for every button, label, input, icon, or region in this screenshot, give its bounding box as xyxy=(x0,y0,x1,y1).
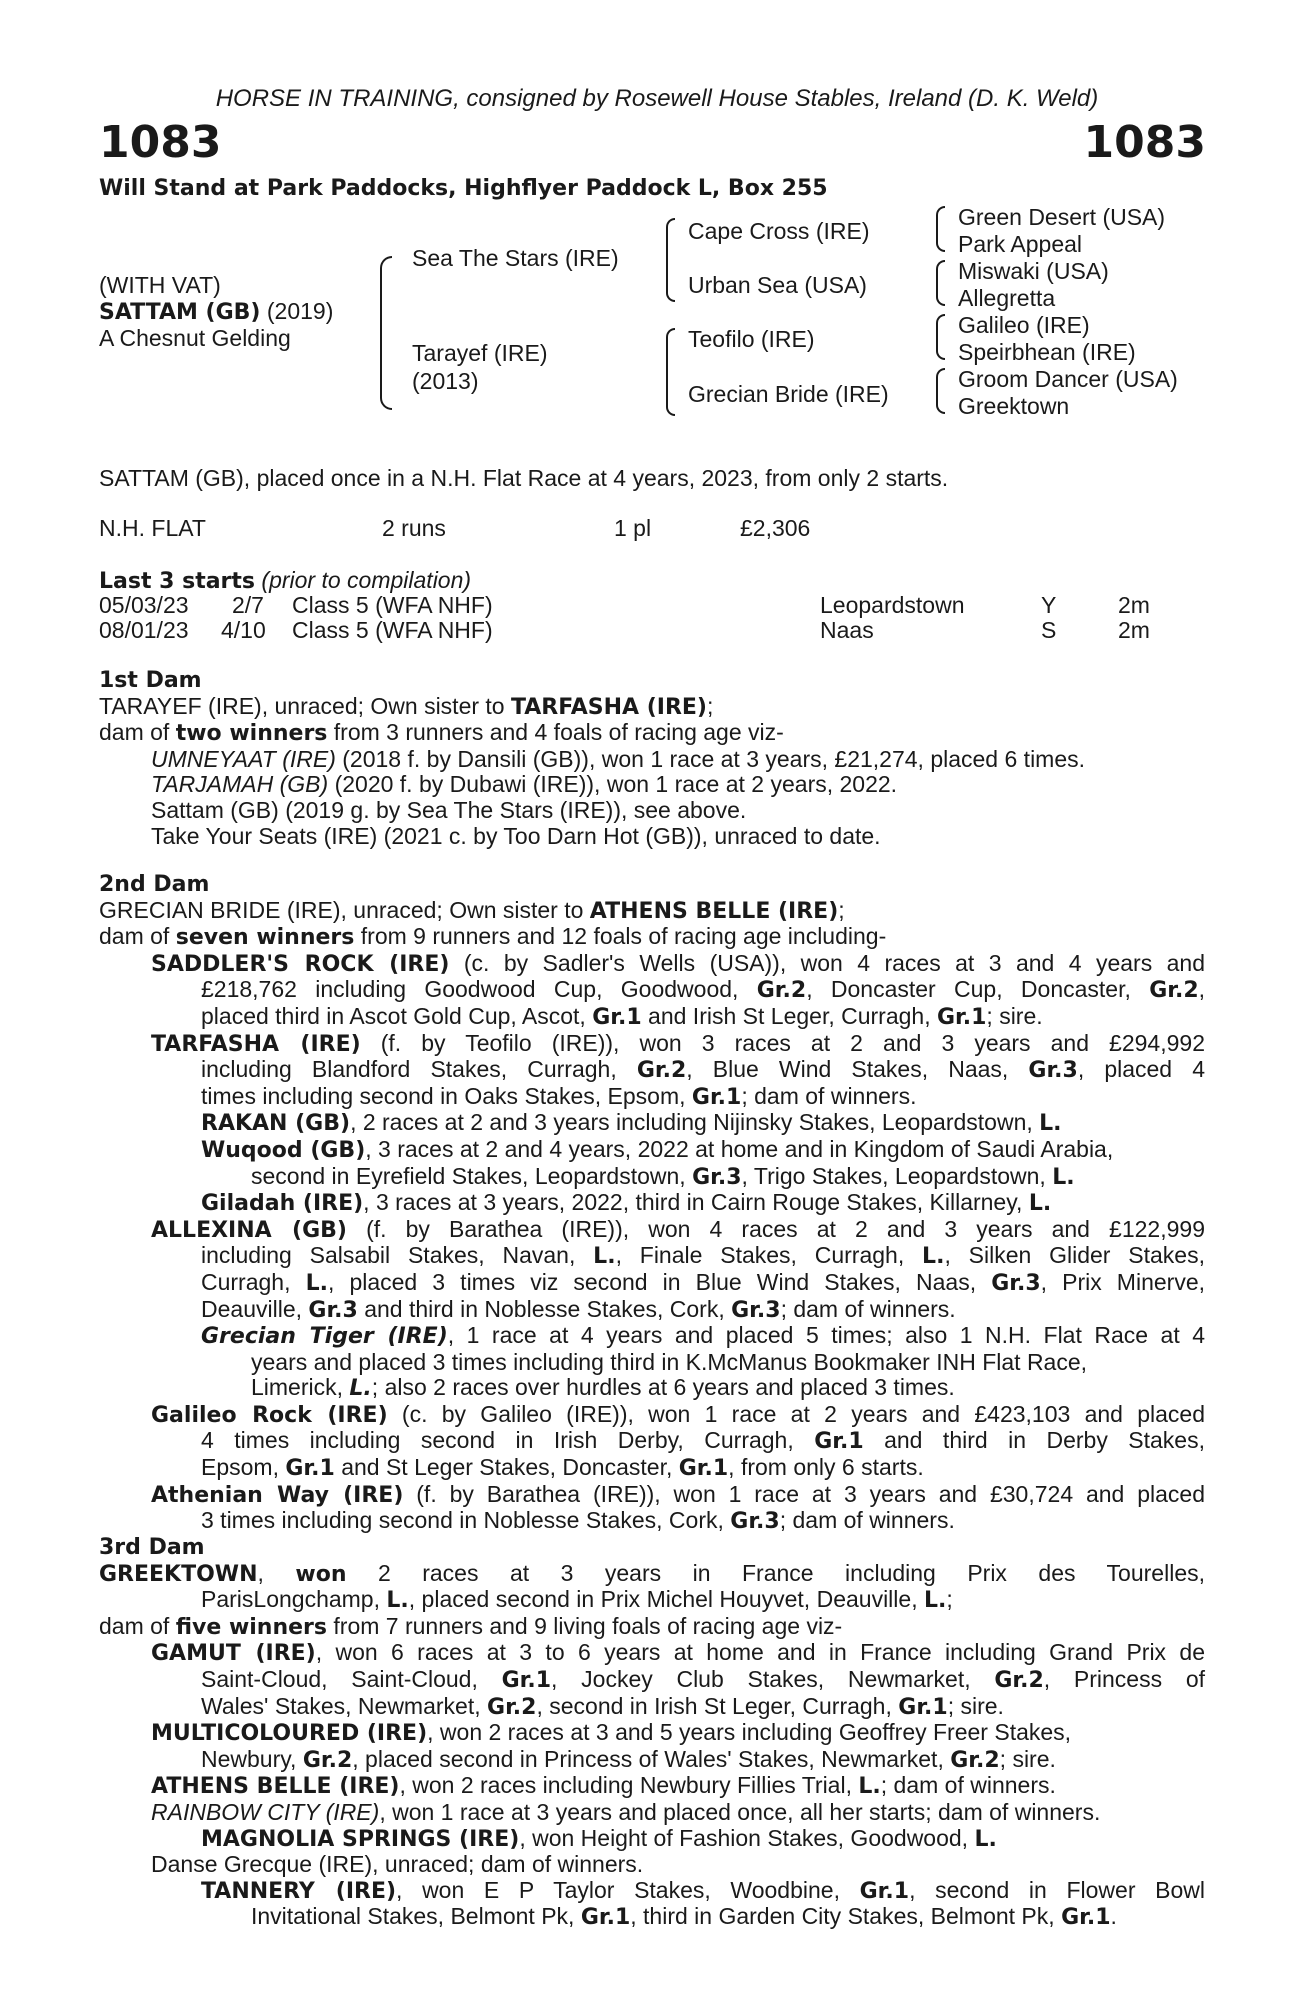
pedigree-g4: Allegretta xyxy=(958,285,1056,311)
progeny-line: TARFASHA (IRE) (f. by Teofilo (IRE)), won 3 races at 2 and 3 years and £294,992 xyxy=(151,1029,1205,1057)
pedigree-brace-main xyxy=(380,256,392,410)
progeny-line: placed third in Ascot Gold Cup, Ascot, Gr.1 and Irish St Leger, Curragh, Gr.1; sire. xyxy=(201,1002,1043,1030)
pedigree-brace-g2 xyxy=(936,260,945,306)
start-course: Naas xyxy=(820,617,874,643)
pedigree-dam-year: (2013) xyxy=(412,368,479,394)
progeny-line: second in Eyrefield Stakes, Leopardstown, Gr.3, Trigo Stakes, Leopardstown, L. xyxy=(251,1162,1075,1190)
second-dam-section xyxy=(99,872,1205,1535)
pedigree-brace-dam xyxy=(666,328,675,416)
start-class: Class 5 (WFA NHF) xyxy=(292,617,493,643)
pedigree-g7: Groom Dancer (USA) xyxy=(958,366,1178,392)
lot-number-left: 1083 xyxy=(99,117,222,168)
progeny-line: Newbury, Gr.2, placed second in Princess of Wales' Stakes, Newmarket, Gr.2; sire. xyxy=(201,1745,1056,1773)
progeny-line: Take Your Seats (IRE) (2021 c. by Too Darn Hot (GB)), unraced to date. xyxy=(151,822,881,849)
progeny-line: GAMUT (IRE), won 6 races at 3 to 6 years at home and in France including Grand Prix de xyxy=(151,1639,1205,1667)
pedigree-g8: Greektown xyxy=(958,393,1070,419)
lot-number-right: 1083 xyxy=(1083,117,1206,168)
horse-year: (2019) xyxy=(260,298,334,324)
progeny-line: ATHENS BELLE (IRE), won 2 races including Newbury Fillies Trial, L.; dam of winners. xyxy=(151,1772,1056,1800)
vat-note: (WITH VAT) xyxy=(99,272,221,298)
start-going: Y xyxy=(1041,592,1057,618)
pedigree-dam-dam: Grecian Bride (IRE) xyxy=(688,381,889,407)
progeny-line: Athenian Way (IRE) (f. by Barathea (IRE)), won 1 race at 3 years and £30,724 and placed xyxy=(151,1480,1205,1508)
start-distance: 2m xyxy=(1118,592,1150,618)
pedigree-brace-g1 xyxy=(936,206,945,252)
consignment-line: HORSE IN TRAINING, consigned by Rosewell House Stables, Ireland (D. K. Weld) xyxy=(215,85,1099,112)
first-dam-line: TARAYEF (IRE), unraced; Own sister to TARFASHA (IRE); xyxy=(99,692,714,720)
last-starts-note: (prior to compilation) xyxy=(255,567,472,593)
progeny-line: Deauville, Gr.3 and third in Noblesse Stakes, Cork, Gr.3; dam of winners. xyxy=(201,1295,956,1323)
pedigree-sire: Sea The Stars (IRE) xyxy=(412,245,619,271)
progeny-line: including Salsabil Stakes, Navan, L., Finale Stakes, Curragh, L., Silken Glider Stakes, xyxy=(201,1242,1205,1270)
first-dam-section xyxy=(99,668,1205,849)
second-dam-heading: 2nd Dam xyxy=(99,872,210,897)
progeny-line: Galileo Rock (IRE) (c. by Galileo (IRE)), won 1 race at 2 years and £423,103 and placed xyxy=(151,1400,1205,1428)
record-type: N.H. FLAT xyxy=(99,515,206,541)
start-course: Leopardstown xyxy=(820,592,965,618)
progeny-line: TANNERY (IRE), won E P Taylor Stakes, Woodbine, Gr.1, second in Flower Bowl xyxy=(201,1876,1205,1904)
pedigree-g6: Speirbhean (IRE) xyxy=(958,339,1136,365)
progeny-line: Danse Grecque (IRE), unraced; dam of winners. xyxy=(151,1851,644,1878)
progeny-line: Epsom, Gr.1 and St Leger Stakes, Doncaster, Gr.1, from only 6 starts. xyxy=(201,1454,924,1482)
progeny-line: Invitational Stakes, Belmont Pk, Gr.1, third in Garden City Stakes, Belmont Pk, Gr.1. xyxy=(251,1903,1117,1931)
pedigree-sire-dam: Urban Sea (USA) xyxy=(688,272,867,298)
progeny-line: Curragh, L., placed 3 times viz second in Blue Wind Stakes, Naas, Gr.3, Prix Minerve, xyxy=(201,1268,1206,1296)
first-dam-heading: 1st Dam xyxy=(99,668,202,693)
pedigree-brace-sire xyxy=(666,218,675,302)
record-earnings: £2,306 xyxy=(740,515,811,541)
progeny-line: years and placed 3 times including third in K.McManus Bookmaker INH Flat Race, xyxy=(251,1348,1088,1375)
progeny-line: MULTICOLOURED (IRE), won 2 races at 3 and 5 years including Geoffrey Freer Stakes, xyxy=(151,1719,1072,1747)
start-class: Class 5 (WFA NHF) xyxy=(292,592,493,618)
horse-name: SATTAM (GB) xyxy=(99,300,261,325)
progeny-line: Giladah (IRE), 3 races at 3 years, 2022, third in Cairn Rouge Stakes, Killarney, L. xyxy=(201,1189,1052,1217)
progeny-line: SADDLER'S ROCK (IRE) (c. by Sadler's Wells (USA)), won 4 races at 3 and 4 years and xyxy=(151,949,1206,977)
third-dam-heading: 3rd Dam xyxy=(99,1535,205,1560)
last-starts-heading xyxy=(99,568,471,594)
progeny-line: Wuqood (GB), 3 races at 2 and 4 years, 2022 at home and in Kingdom of Saudi Arabia, xyxy=(201,1135,1114,1163)
third-dam-section xyxy=(99,1535,1205,1931)
horse-name-line xyxy=(99,299,333,325)
progeny-line: ALLEXINA (GB) (f. by Barathea (IRE)), won 4 races at 2 and 3 years and £122,999 xyxy=(151,1215,1205,1243)
pedigree-dam: Tarayef (IRE) xyxy=(412,340,548,366)
progeny-line: times including second in Oaks Stakes, Epsom, Gr.1; dam of winners. xyxy=(201,1082,917,1110)
progeny-line: Wales' Stakes, Newmarket, Gr.2, second in Irish St Leger, Curragh, Gr.1; sire. xyxy=(201,1692,1004,1720)
progeny-line: Grecian Tiger (IRE), 1 race at 4 years and placed 5 times; also 1 N.H. Flat Race at 4 xyxy=(201,1322,1205,1350)
last-starts-title: Last 3 starts xyxy=(99,569,256,594)
start-date: 05/03/23 xyxy=(99,592,189,618)
third-dam-line: dam of five winners from 7 runners and 9 living foals of racing age viz- xyxy=(99,1612,843,1640)
second-dam-line: dam of seven winners from 9 runners and 12 foals of racing age including- xyxy=(99,923,887,951)
progeny-line: TARJAMAH (GB) (2020 f. by Dubawi (IRE)), won 1 race at 2 years, 2022. xyxy=(151,771,898,798)
pedigree-g2: Park Appeal xyxy=(958,231,1083,257)
pedigree-g3: Miswaki (USA) xyxy=(958,258,1109,284)
pedigree-brace-g4 xyxy=(936,368,945,414)
progeny-line: including Blandford Stakes, Curragh, Gr.2, Blue Wind Stakes, Naas, Gr.3, placed 4 xyxy=(201,1056,1205,1084)
record-runs: 2 runs xyxy=(382,515,446,541)
start-position: 2/7 xyxy=(232,592,264,618)
progeny-line: Saint-Cloud, Saint-Cloud, Gr.1, Jockey Club Stakes, Newmarket, Gr.2, Princess of xyxy=(201,1665,1205,1693)
progeny-line: 3 times including second in Noblesse Stakes, Cork, Gr.3; dam of winners. xyxy=(201,1507,955,1535)
progeny-line: £218,762 including Goodwood Cup, Goodwood, Gr.2, Doncaster Cup, Doncaster, Gr.2, xyxy=(201,976,1206,1004)
progeny-line: Sattam (GB) (2019 g. by Sea The Stars (IRE)), see above. xyxy=(151,796,747,823)
race-summary: SATTAM (GB), placed once in a N.H. Flat Race at 4 years, 2023, from only 2 starts. xyxy=(99,465,949,491)
progeny-line: 4 times including second in Irish Derby, Curragh, Gr.1 and third in Derby Stakes, xyxy=(201,1427,1205,1455)
third-dam-line: GREEKTOWN, won 2 races at 3 years in France including Prix des Tourelles, xyxy=(99,1559,1205,1587)
start-distance: 2m xyxy=(1118,617,1150,643)
progeny-line: UMNEYAAT (IRE) (2018 f. by Dansili (GB)), won 1 race at 3 years, £21,274, placed 6 times. xyxy=(151,745,1086,772)
first-dam-line: dam of two winners from 3 runners and 4 foals of racing age viz- xyxy=(99,719,784,747)
start-going: S xyxy=(1041,617,1057,643)
second-dam-line: GRECIAN BRIDE (IRE), unraced; Own sister to ATHENS BELLE (IRE); xyxy=(99,896,845,924)
progeny-line: Limerick, L.; also 2 races over hurdles at 6 years and placed 3 times. xyxy=(251,1374,955,1402)
progeny-line: MAGNOLIA SPRINGS (IRE), won Height of Fashion Stakes, Goodwood, L. xyxy=(201,1824,997,1852)
record-placed: 1 pl xyxy=(614,515,652,541)
start-date: 08/01/23 xyxy=(99,617,189,643)
pedigree-g1: Green Desert (USA) xyxy=(958,204,1166,230)
third-dam-line: ParisLongchamp, L., placed second in Prix Michel Houyvet, Deauville, L.; xyxy=(201,1586,953,1614)
pedigree-dam-sire: Teofilo (IRE) xyxy=(688,326,815,352)
horse-description: A Chesnut Gelding xyxy=(99,325,291,351)
progeny-line: RAINBOW CITY (IRE), won 1 race at 3 years and placed once, all her starts; dam of winners. xyxy=(151,1798,1101,1825)
stand-location: Will Stand at Park Paddocks, Highflyer Paddock L, Box 255 xyxy=(99,176,828,201)
pedigree-g5: Galileo (IRE) xyxy=(958,312,1090,338)
start-position: 4/10 xyxy=(221,617,266,643)
pedigree-brace-g3 xyxy=(936,314,945,360)
pedigree-sire-sire: Cape Cross (IRE) xyxy=(688,218,870,244)
progeny-line: RAKAN (GB), 2 races at 2 and 3 years including Nijinsky Stakes, Leopardstown, L. xyxy=(201,1109,1062,1137)
